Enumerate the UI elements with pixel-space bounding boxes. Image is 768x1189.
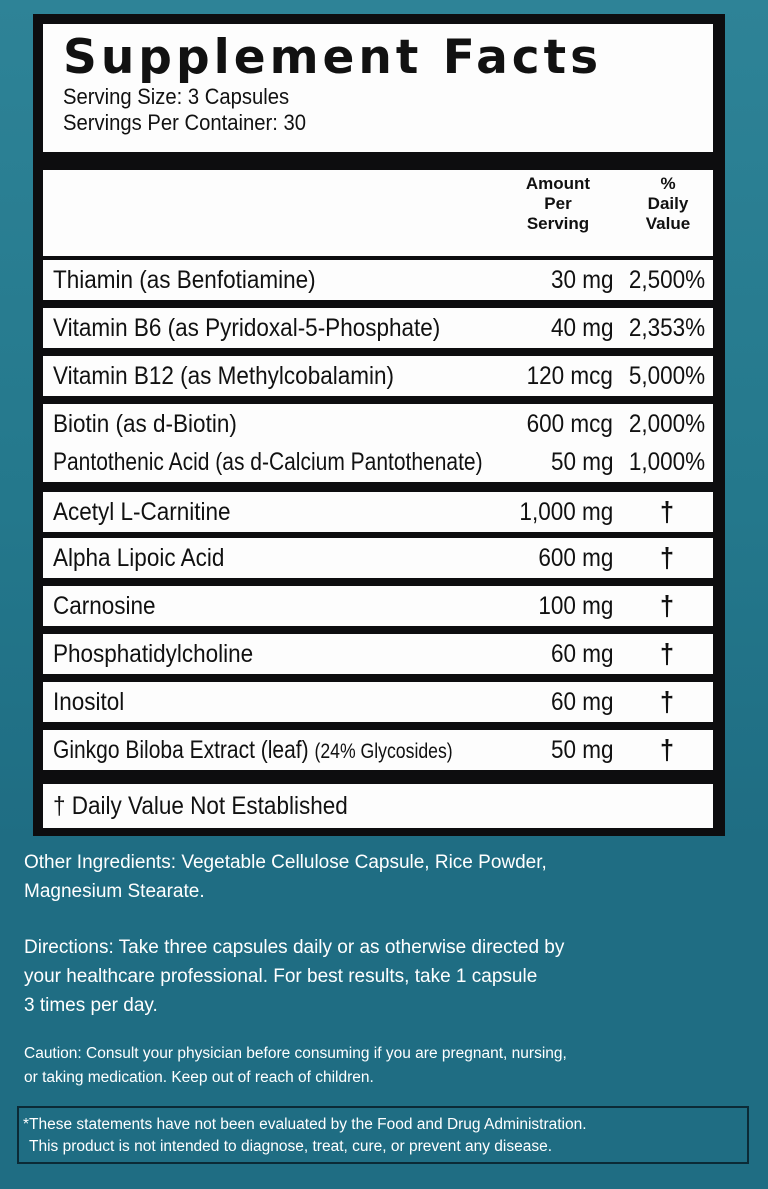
- amount-header-line: Serving: [526, 214, 590, 233]
- ingredient-name: Alpha Lipoic Acid: [53, 544, 225, 572]
- nutrient-row: [43, 442, 713, 482]
- nutrient-daily-value: 2,000%: [628, 410, 706, 438]
- directions-line: Directions: Take three capsules daily or as otherwise directed by: [24, 937, 565, 958]
- ingredient-row: [43, 682, 713, 722]
- ingredient-name-main: Ginkgo Biloba Extract (leaf): [53, 736, 309, 764]
- amount-header: [508, 174, 608, 234]
- ingredient-name: Inositol: [53, 688, 125, 716]
- nutrient-row: [43, 308, 713, 348]
- daily-value-footnote: † Daily Value Not Established: [53, 792, 348, 820]
- ingredient-amount: 1,000 mg: [519, 498, 613, 526]
- nutrient-name: Biotin (as d-Biotin): [53, 410, 237, 438]
- other-ingredients: [24, 848, 547, 906]
- caution-line: or taking medication. Keep out of reach of children.: [24, 1069, 374, 1086]
- nutrient-daily-value: 2,353%: [628, 314, 706, 342]
- nutrient-daily-value: 5,000%: [628, 362, 706, 390]
- dagger-mark: †: [659, 734, 675, 765]
- directions-line: 3 times per day.: [24, 995, 158, 1016]
- daily-value-header: [633, 174, 703, 234]
- nutrient-daily-value: 1,000%: [628, 448, 706, 476]
- ingredient-name: Phosphatidylcholine: [53, 640, 254, 668]
- amount-header-line: Amount: [525, 174, 591, 193]
- other-ingredients-line: Magnesium Stearate.: [24, 881, 205, 902]
- nutrient-row: [43, 260, 713, 300]
- nutrient-daily-value: 2,500%: [628, 266, 706, 294]
- supplement-facts-panel: [33, 14, 725, 836]
- directions: [24, 933, 564, 1020]
- nutrient-amount: 50 mg: [550, 448, 613, 476]
- nutrient-name: Vitamin B6 (as Pyridoxal-5-Phosphate): [53, 314, 441, 342]
- ingredient-name: Carnosine: [53, 592, 156, 620]
- panel-title: Supplement Facts: [63, 30, 603, 85]
- column-header: [43, 170, 713, 256]
- ingredient-name: Acetyl L-Carnitine: [53, 498, 231, 526]
- other-ingredients-line: Other Ingredients: Vegetable Cellulose Capsule, Rice Powder,: [24, 852, 547, 873]
- dagger-mark: †: [659, 686, 675, 717]
- ingredient-row: [43, 730, 713, 770]
- dv-header-line: %: [660, 174, 676, 193]
- caution: [24, 1042, 567, 1090]
- dagger-mark: †: [659, 542, 675, 573]
- nutrient-row: [43, 356, 713, 396]
- serving-size: Serving Size: 3 Capsules: [63, 84, 290, 109]
- amount-header-line: Per: [544, 194, 572, 213]
- nutrient-amount: 40 mg: [550, 314, 613, 342]
- nutrient-amount: 30 mg: [550, 266, 613, 294]
- title-box: [43, 24, 713, 152]
- ingredient-amount: 60 mg: [550, 640, 613, 668]
- ingredient-name-note: (24% Glycosides): [314, 740, 453, 763]
- nutrient-row: [43, 404, 713, 444]
- nutrient-amount: 600 mcg: [526, 410, 613, 438]
- dagger-mark: †: [659, 590, 675, 621]
- dagger-mark: †: [659, 496, 675, 527]
- ingredient-amount: 100 mg: [537, 592, 613, 620]
- ingredient-amount: 60 mg: [550, 688, 613, 716]
- dagger-mark: †: [659, 638, 675, 669]
- disclaimer-line: This product is not intended to diagnose, treat, cure, or prevent any disease.: [29, 1138, 553, 1155]
- nutrient-name: Pantothenic Acid (as d-Calcium Pantothenate): [53, 448, 483, 476]
- ingredient-row: [43, 586, 713, 626]
- disclaimer-line: *These statements have not been evaluated by the Food and Drug Administration.: [23, 1116, 587, 1133]
- directions-line: your healthcare professional. For best results, take 1 capsule: [24, 966, 538, 987]
- caution-line: Caution: Consult your physician before consuming if you are pregnant, nursing,: [24, 1045, 567, 1062]
- nutrient-name: Thiamin (as Benfotiamine): [53, 266, 316, 294]
- fda-disclaimer: [17, 1106, 749, 1164]
- ingredient-amount: 50 mg: [550, 736, 613, 764]
- dv-header-line: Value: [645, 214, 691, 233]
- ingredient-row: [43, 634, 713, 674]
- nutrient-amount: 120 mcg: [526, 362, 613, 390]
- footnote-box: [43, 784, 713, 828]
- ingredient-row: [43, 492, 713, 532]
- dv-header-line: Daily: [647, 194, 689, 213]
- ingredient-amount: 600 mg: [537, 544, 613, 572]
- ingredient-row: [43, 538, 713, 578]
- nutrient-name: Vitamin B12 (as Methylcobalamin): [53, 362, 394, 390]
- ingredient-name: [53, 730, 453, 772]
- servings-per-container: Servings Per Container: 30: [63, 110, 307, 135]
